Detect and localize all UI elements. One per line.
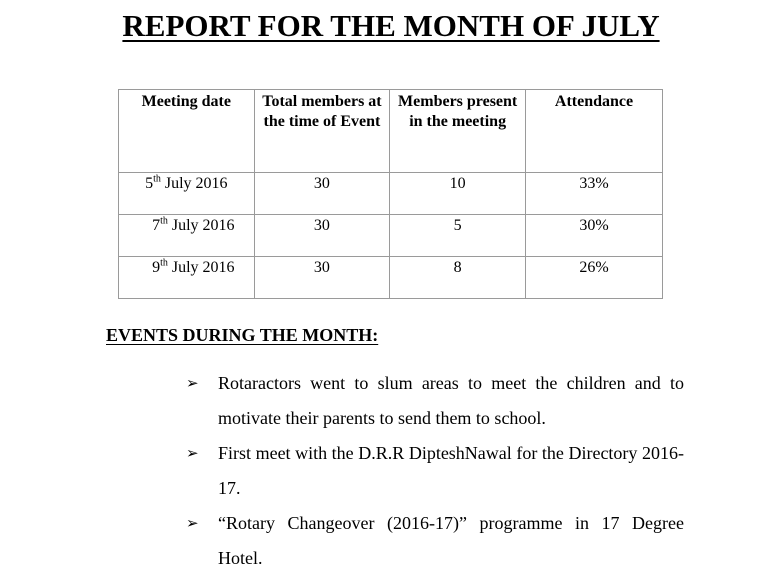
header-total-members: Total members at the time of Event [254,90,390,173]
date-day: 9 [152,259,161,276]
report-title-text: REPORT FOR THE MONTH OF JULY [122,8,660,43]
cell-total: 30 [254,215,390,257]
date-suffix: th [160,257,168,269]
date-month-year: July 2016 [171,259,235,276]
cell-date [119,215,255,257]
list-item [186,436,684,506]
date-suffix: th [153,173,161,185]
cell-date [119,173,255,215]
cell-present: 8 [390,257,526,299]
header-members-present: Members present in the meeting [390,90,526,173]
events-heading: EVENTS DURING THE MONTH: [106,325,379,345]
list-item [186,366,684,436]
cell-present: 5 [390,215,526,257]
table-header-row [119,90,663,173]
header-meeting-date: Meeting date [119,90,255,173]
header-attendance: Attendance [526,90,663,173]
attendance-table [118,89,663,299]
date-day: 7 [152,217,161,234]
date-day: 5 [145,175,154,192]
cell-date [119,257,255,299]
event-text: “Rotary Changeover (2016-17)” programme in 17 Degree Hotel. [218,513,684,568]
events-list [186,366,684,576]
event-text: Rotaractors went to slum areas to meet the children and to motivate their parents to send them to school. [218,373,684,428]
event-text: First meet with the D.R.R DipteshNawal for the Directory 2016-17. [218,443,684,498]
cell-attendance: 26% [526,257,663,299]
arrowhead-bullet-icon: ➢ [186,374,199,392]
cell-present: 10 [390,173,526,215]
date-month-year: July 2016 [164,175,228,192]
cell-attendance: 30% [526,215,663,257]
cell-total: 30 [254,257,390,299]
table-row [119,173,663,215]
table-row [119,215,663,257]
arrowhead-bullet-icon: ➢ [186,514,199,532]
cell-attendance: 33% [526,173,663,215]
table-row [119,257,663,299]
report-title [0,6,768,46]
date-suffix: th [160,215,168,227]
arrowhead-bullet-icon: ➢ [186,444,199,462]
list-item [186,506,684,576]
date-month-year: July 2016 [171,217,235,234]
cell-total: 30 [254,173,390,215]
